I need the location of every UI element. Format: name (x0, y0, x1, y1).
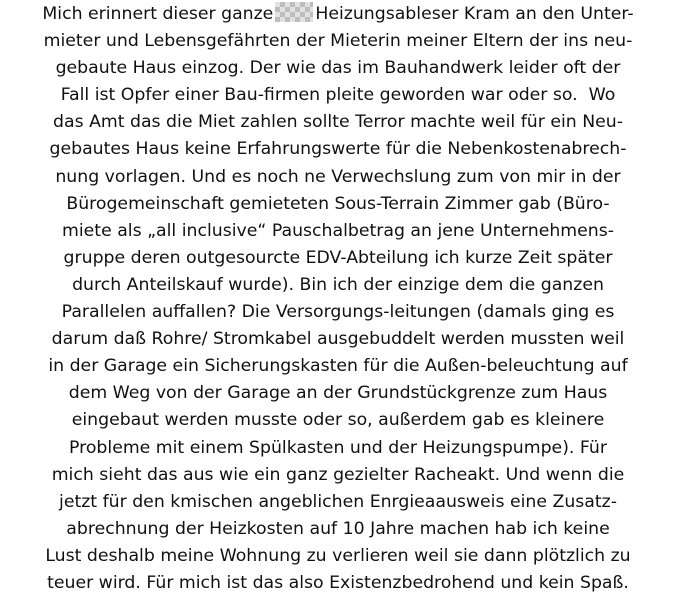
text-line: gruppe deren outgesourcte EDV-Abteilung ich kurze Zeit später (63, 247, 613, 268)
text-line: Lust deshalb meine Wohnung zu verlieren weil sie dann plötzlich zu (45, 545, 631, 566)
text-block (0, 1, 676, 597)
text-line: Fall ist Opfer einer Bau-firmen pleite geworden war oder so. Wo (60, 85, 616, 106)
text-line: in der Garage ein Sicherungskasten für die Außen-beleuchtung auf (48, 356, 628, 377)
text-line: darum daß Rohre/ Stromkabel ausgebuddelt werden mussten weil (51, 329, 625, 350)
text-line: eingebaut werden musste oder so, außerdem gab es kleinere (71, 410, 605, 431)
text-line: gebaute Haus einzog. Der wie das im Bauhandwerk leider oft der (55, 58, 621, 79)
redaction-pixelated (275, 2, 313, 22)
text-line (0, 1, 676, 28)
text-line-start: Mich erinnert dieser ganze (42, 4, 274, 24)
text-line: dem Weg von der Garage an der Grundstückgrenze zum Haus (68, 383, 608, 404)
text-line: Probleme mit einem Spülkasten und der Heizungspumpe). Für (69, 437, 607, 458)
text-line: jetzt für den kmischen angeblichen Enrgieaausweis eine Zusatz- (59, 491, 617, 512)
text-line: teuer wird. Für mich ist das also Existenzbedrohend und kein Spaß. (47, 572, 629, 593)
text-line: Bürogemeinschaft gemieteten Sous-Terrain Zimmer gab (Büro- (66, 193, 610, 214)
text-line-end: Heizungsableser Kram an den Unter- (315, 4, 634, 24)
text-line: miete als „all inclusive“ Pauschalbetrag an jene Unternehmens- (62, 220, 614, 241)
text-line: abrechnung der Heizkosten auf 10 Jahre machen hab ich keine (66, 518, 610, 539)
text-line: durch Anteilskauf wurde). Bin ich der einzige dem die ganzen (72, 274, 604, 295)
text-line: mieter und Lebensgefährten der Mieterin meiner Eltern der ins neu- (43, 31, 633, 52)
text-line: das Amt das die Miet zahlen sollte Terror machte weil für ein Neu- (53, 112, 623, 133)
text-line: gebautes Haus keine Erfahrungswerte für die Nebenkostenabrech- (49, 139, 627, 160)
text-line: mich sieht das aus wie ein ganz gezielter Racheakt. Und wenn die (51, 464, 625, 485)
text-line: Parallelen auffallen? Die Versorgungs-leitungen (damals ging es (61, 302, 615, 323)
text-line: nung vorlagen. Und es noch ne Verwechslung zum von mir in der (55, 166, 621, 187)
